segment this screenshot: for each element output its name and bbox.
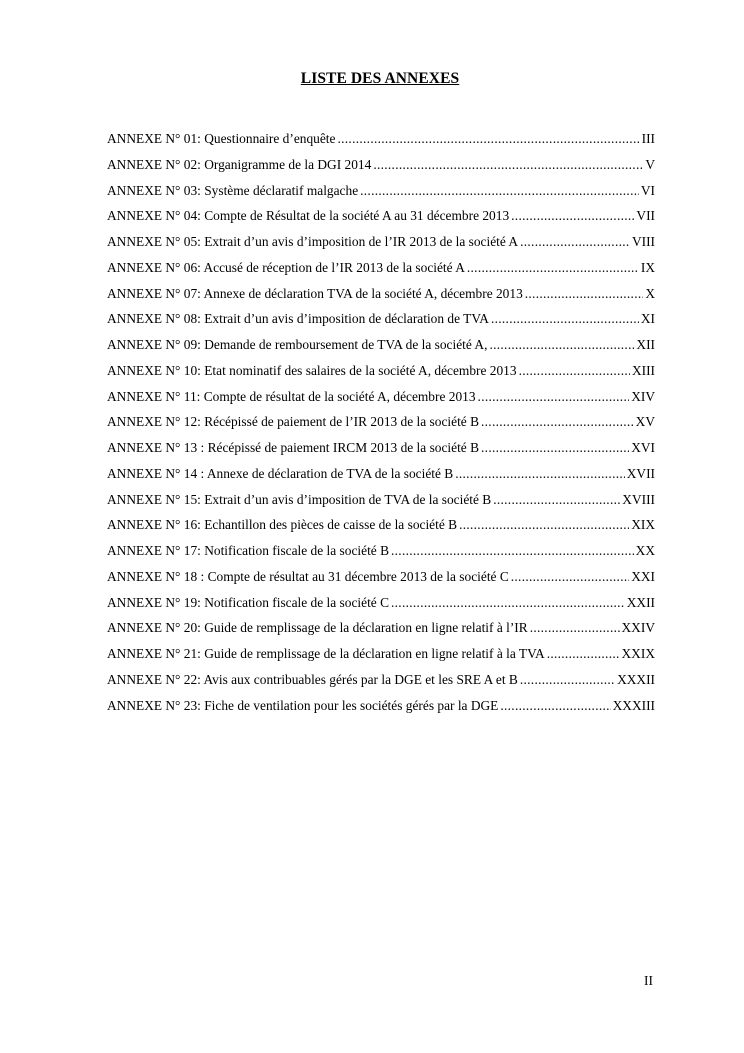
dot-leader (530, 620, 620, 636)
toc-entry (107, 492, 655, 518)
dot-leader (373, 157, 643, 173)
toc-entry-label: ANNEXE N° 12: Récépissé de paiement de l’IR 2013 de la société B (107, 414, 480, 430)
toc-entry-page: XX (635, 543, 655, 558)
toc-entry-page: XXIV (621, 620, 655, 636)
toc-entry (107, 543, 655, 569)
toc-entry-label: ANNEXE N° 17: Notification fiscale de la société B (107, 543, 390, 558)
dot-leader (467, 260, 639, 276)
toc-entry-label: ANNEXE N° 04: Compte de Résultat de la société A au 31 décembre 2013 (107, 208, 510, 224)
toc-entry (107, 234, 655, 260)
dot-leader (391, 543, 634, 559)
toc-entry (107, 440, 655, 466)
dot-leader (525, 286, 644, 302)
toc-entry (107, 389, 655, 415)
toc-entry-label: ANNEXE N° 16: Echantillon des pièces de caisse de la société B (107, 517, 458, 533)
toc-entry (107, 698, 655, 724)
toc-entry-label: ANNEXE N° 01: Questionnaire d’enquête (107, 131, 336, 146)
dot-leader (493, 492, 620, 508)
dot-leader (459, 517, 629, 533)
toc-entry-label: ANNEXE N° 05: Extrait d’un avis d’imposition de l’IR 2013 de la société A (107, 234, 519, 249)
toc-entry-page: XV (635, 414, 655, 430)
toc-entry-label: ANNEXE N° 03: Système déclaratif malgache (107, 182, 359, 198)
toc-entry-page: IX (640, 259, 655, 275)
toc-entry-label: ANNEXE N° 11: Compte de résultat de la société A, décembre 2013 (107, 388, 476, 404)
toc-entry-page: XIX (631, 517, 655, 533)
toc-entry (107, 311, 655, 337)
toc-entry-label: ANNEXE N° 09: Demande de remboursement de TVA de la société A, (107, 337, 488, 352)
dot-leader (500, 698, 610, 714)
toc-entry-label: ANNEXE N° 21: Guide de remplissage de la déclaration en ligne relatif à la TVA (107, 646, 545, 661)
toc-entry-label: ANNEXE N° 18 : Compte de résultat au 31 décembre 2013 de la société C (107, 568, 509, 584)
dot-leader (481, 440, 629, 456)
toc-entry-label: ANNEXE N° 06: Accusé de réception de l’IR 2013 de la société A (107, 259, 465, 275)
dot-leader (337, 131, 639, 147)
toc-entry-page: XIV (631, 388, 655, 404)
toc-entry-page: X (645, 285, 655, 301)
toc-entry-label: ANNEXE N° 10: Etat nominatif des salaires de la société A, décembre 2013 (107, 362, 517, 378)
dot-leader (489, 337, 634, 353)
dot-leader (519, 363, 630, 379)
toc-entry (107, 157, 655, 183)
toc-entry (107, 131, 655, 157)
toc-entry-page: VIII (631, 234, 655, 249)
dot-leader (520, 672, 615, 688)
toc-entry-label: ANNEXE N° 22: Avis aux contribuables gérés par la DGE et les SRE A et B (107, 671, 518, 687)
dot-leader (481, 414, 634, 430)
dot-leader (520, 234, 630, 250)
page-number: II (644, 973, 653, 988)
toc-entry-label: ANNEXE N° 20: Guide de remplissage de la déclaration en ligne relatif à l’IR (107, 620, 528, 636)
toc-entry (107, 672, 655, 698)
toc-entry-page: XXXII (617, 671, 655, 687)
toc-entry-label: ANNEXE N° 13 : Récépissé de paiement IRCM 2013 de la société B (107, 440, 480, 455)
toc-entry-page: III (641, 131, 655, 146)
toc-entry-page: V (645, 156, 655, 172)
toc-entry-label: ANNEXE N° 14 : Annexe de déclaration de TVA de la société B (107, 465, 454, 481)
toc-entry-page: XIII (631, 362, 655, 378)
toc-entry-page: VI (640, 182, 655, 198)
toc-entry (107, 208, 655, 234)
toc-entry-label: ANNEXE N° 19: Notification fiscale de la société C (107, 594, 390, 610)
toc-entry-page: XVII (626, 465, 655, 481)
toc-entry (107, 595, 655, 621)
dot-leader (455, 466, 625, 482)
toc-entry-page: XXIX (621, 646, 655, 661)
toc-entry (107, 414, 655, 440)
annex-list (107, 131, 655, 723)
toc-entry-page: XVI (631, 440, 655, 455)
dot-leader (478, 389, 630, 405)
dot-leader (547, 646, 620, 662)
dot-leader (491, 311, 639, 327)
dot-leader (511, 208, 634, 224)
toc-entry-label: ANNEXE N° 08: Extrait d’un avis d’imposition de déclaration de TVA (107, 311, 489, 327)
toc-entry-page: VII (636, 208, 655, 224)
toc-entry-label: ANNEXE N° 02: Organigramme de la DGI 2014 (107, 156, 372, 172)
toc-entry (107, 466, 655, 492)
toc-entry-label: ANNEXE N° 23: Fiche de ventilation pour les sociétés gérés par la DGE (107, 697, 499, 713)
toc-entry-label: ANNEXE N° 07: Annexe de déclaration TVA de la société A, décembre 2013 (107, 285, 523, 301)
toc-entry (107, 620, 655, 646)
page-title: LISTE DES ANNEXES (300, 70, 460, 87)
toc-entry (107, 569, 655, 595)
toc-entry (107, 286, 655, 312)
toc-entry-page: XVIII (622, 491, 655, 507)
toc-entry (107, 646, 655, 672)
dot-leader (360, 183, 639, 199)
dot-leader (391, 595, 625, 611)
toc-entry-label: ANNEXE N° 15: Extrait d’un avis d’imposition de TVA de la société B (107, 491, 492, 507)
toc-entry-page: XII (636, 337, 655, 352)
toc-entry (107, 337, 655, 363)
toc-entry (107, 260, 655, 286)
toc-entry-page: XI (640, 311, 655, 327)
toc-entry-page: XXI (631, 568, 655, 584)
toc-entry-page: XXXIII (612, 697, 655, 713)
toc-entry-page: XXII (626, 594, 655, 610)
toc-entry (107, 517, 655, 543)
toc-entry (107, 183, 655, 209)
dot-leader (511, 569, 629, 585)
toc-entry (107, 363, 655, 389)
